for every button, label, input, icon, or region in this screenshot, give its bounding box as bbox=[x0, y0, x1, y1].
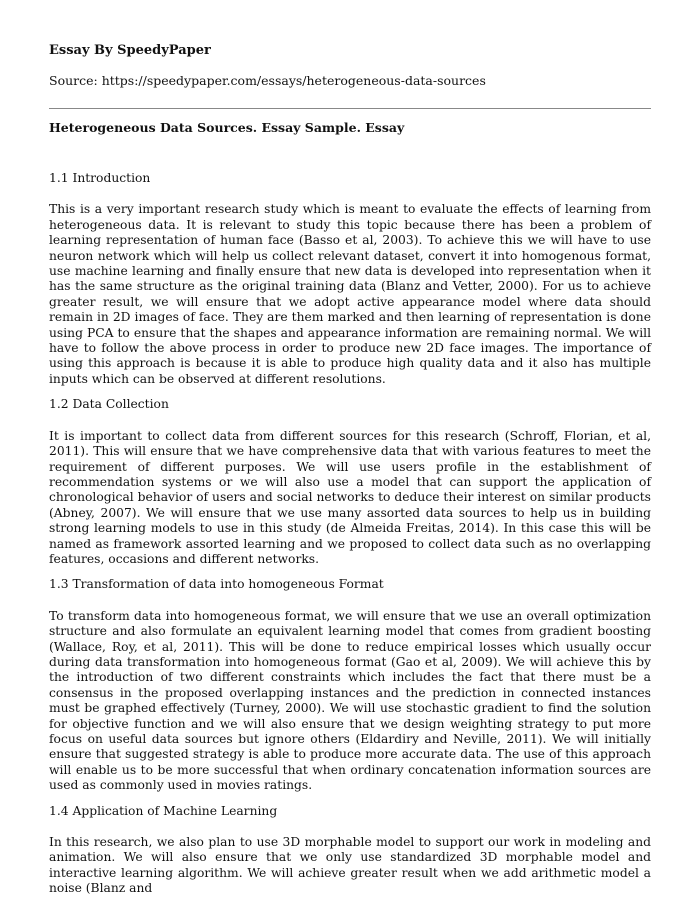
section-body-transformation: To transform data into homogeneous format, we will ensure that we use an overall optimization structure and also formulate an equivalent learning model that comes from gradient boosting (Wallace, Roy, et al, 2011). This will be done to reduce empirical losses which usually occur during data transformation into homogeneous format (Gao et al, 2009). We will achieve this by the introduction of two different constraints which includes the fact that there must be a consensus in the proposed overlapping instances and the prediction in connected instances must be graphed effectively (Turney, 2000). We will use stochastic gradient to find the solution for objective function and we will also ensure that we design weighting strategy to put more focus on useful data sources but ignore others (Eldardiry and Neville, 2011). We will initially ensure that suggested strategy is able to produce more accurate data. The use of this approach will enable us to be more successful that when ordinary concatenation information sources are used as commonly used in movies ratings. bbox=[49, 608, 651, 793]
section-body-machine-learning: In this research, we also plan to use 3D morphable model to support our work in modeling and animation. We will also ensure that we only use standardized 3D morphable model and interactive learning algorithm. We will achieve greater result when we add arithmetic model a noise (Blanz and bbox=[49, 835, 651, 896]
section-heading-transformation: 1.3 Transformation of data into homogeneous Format bbox=[49, 577, 384, 592]
section-heading-introduction: 1.1 Introduction bbox=[49, 171, 151, 185]
source-line: Source: https://speedypaper.com/essays/heterogeneous-data-sources bbox=[49, 73, 486, 88]
header-divider bbox=[49, 108, 651, 109]
section-body-data-collection: It is important to collect data from different sources for this research (Schroff, Florian, et al, 2011). This will ensure that we have comprehensive data that with various features to meet the requirement of different purposes. We will use users profile in the establishment of recommendation systems or we will also use a model that can support the application of chronological behavior of users and social networks to deduce their interest on similar products (Abney, 2007). We will ensure that we use many assorted data sources to help us in building strong learning models to use in this study (de Almeida Freitas, 2014). In this case this will be named as framework assorted learning and we proposed to collect data such as no overlapping features, occasions and different networks. bbox=[49, 428, 651, 566]
essay-title: Heterogeneous Data Sources. Essay Sample. Essay bbox=[49, 120, 405, 135]
section-heading-data-collection: 1.2 Data Collection bbox=[49, 397, 169, 412]
essay-body bbox=[49, 171, 651, 907]
section-body-introduction: This is a very important research study which is meant to evaluate the effects of learning from heterogeneous data. It is relevant to study this topic because there has been a problem of learning representation of human face (Basso et al, 2003). To achieve this we will have to use neuron network which will help us collect relevant dataset, convert it into homogenous format, use machine learning and finally ensure that new data is developed into representation when it has the same structure as the original training data (Blanz and Vetter, 2000). For us to achieve greater result, we will ensure that we adopt active appearance model where data should remain in 2D images of face. They are them marked and then learning of representation is done using PCA to ensure that the shapes and appearance information are remaining normal. We will have to follow the above process in order to produce new 2D face images. The importance of using this approach is because it is able to produce high quality data and it also has multiple inputs which can be observed at different resolutions. bbox=[49, 202, 651, 386]
section-heading-machine-learning: 1.4 Application of Machine Learning bbox=[49, 803, 278, 818]
brand-title: Essay By SpeedyPaper bbox=[49, 43, 211, 58]
